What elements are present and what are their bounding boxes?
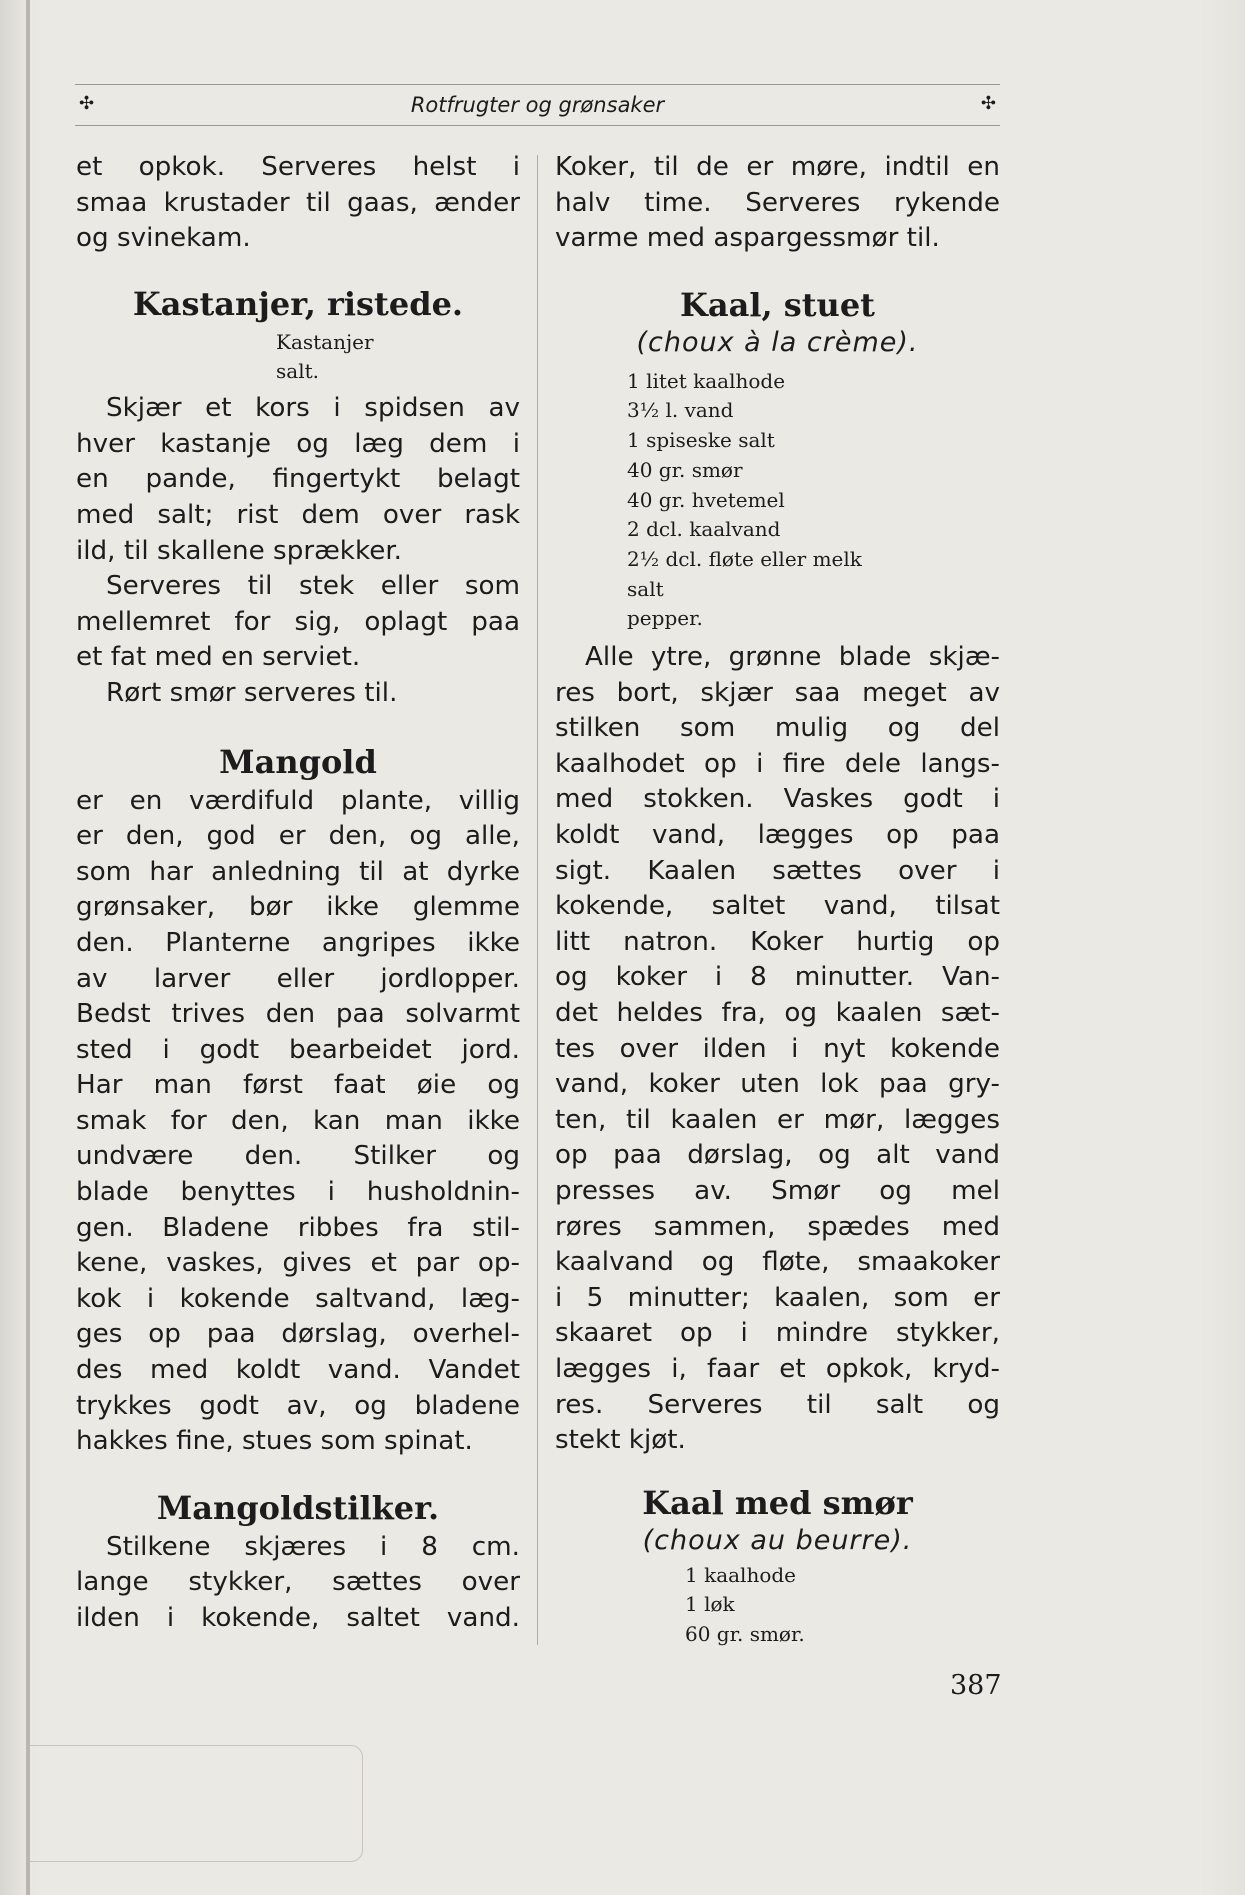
text-line: røres sammen, spædes med [555, 1211, 1000, 1242]
text-line: tes over ilden i nyt kokende [555, 1033, 1000, 1064]
book-spine [26, 0, 30, 1895]
text-line: Stilkene skjæres i 8 cm. [106, 1531, 520, 1562]
kastanjer-para-1 [76, 391, 520, 569]
ingredient-list [76, 328, 520, 387]
ingredient: salt. [276, 359, 319, 384]
text-line: ges op paa dørslag, overhel- [76, 1319, 520, 1350]
text-line: op paa dørslag, og alt vand [555, 1140, 1000, 1171]
kastanjer-para-3 [76, 676, 520, 712]
recipe-heading-mangoldstilker: Mangoldstilker. [156, 1488, 440, 1527]
text-line: presses av. Smør og mel [555, 1176, 1000, 1207]
ingredient: salt [627, 576, 664, 601]
recipe-subheading-kaal-med-smor: (choux au beurre). [642, 1524, 913, 1556]
text-line: og koker i 8 minutter. Van- [555, 962, 1000, 993]
ingredient: 40 gr. smør [627, 457, 743, 482]
kaal-stuet-text [555, 640, 1000, 1459]
ingredient-list [555, 1561, 1000, 1650]
text-line: gen. Bladene ribbes fra stil- [76, 1212, 520, 1243]
recipe-heading-mangold: Mangold [219, 742, 377, 781]
text-line: res. Serveres til salt og [555, 1389, 1000, 1420]
text-line: ilden i kokende, saltet vand. [76, 1603, 520, 1633]
column-divider [537, 155, 538, 1645]
page-edge-tab [30, 1745, 363, 1862]
kastanjer-para-2 [76, 569, 520, 676]
recipe-heading-kaal-stuet: Kaal, stuet [680, 285, 875, 324]
ornament-right-icon: ✣ [980, 93, 996, 114]
text-line: undvære den. Stilker og [76, 1141, 520, 1172]
ingredient: 1 løk [685, 1592, 735, 1617]
ingredient: 60 gr. smør. [685, 1622, 805, 1647]
text-line: trykkes godt av, og bladene [76, 1390, 520, 1421]
ingredient: 2½ dcl. fløte eller melk [627, 547, 862, 571]
text-line: i 5 minutter; kaalen, som er [555, 1282, 1000, 1313]
page-number: 387 [950, 1670, 1002, 1701]
text-line: et opkok. Serveres helst i [76, 152, 520, 182]
text-line: kene, vaskes, gives et par op- [76, 1248, 520, 1279]
ingredient: 1 spiseske salt [627, 428, 775, 453]
ingredient: 2 dcl. kaalvand [627, 517, 781, 542]
mangold-text [76, 784, 520, 1460]
text-line: Alle ytre, grønne blade skjæ- [585, 642, 1000, 673]
text-line: og svinekam. [76, 223, 251, 254]
left-column [76, 150, 520, 1637]
text-line: Rørt smør serveres til. [106, 677, 398, 708]
text-line: vand, koker uten lok paa gry- [555, 1069, 1000, 1100]
text-line: koldt vand, lægges op paa [555, 820, 1000, 851]
recipe-subheading-kaal-stuet: (choux à la crème). [636, 326, 919, 358]
text-line: stilken som mulig og del [555, 713, 1000, 744]
ingredient: 40 gr. hvetemel [627, 487, 785, 512]
text-line: halv time. Serveres rykende [555, 187, 1000, 218]
text-line: smaa krustader til gaas, ænder [76, 187, 520, 218]
text-line: Serveres til stek eller som [106, 571, 520, 602]
text-line: stekt kjøt. [555, 1425, 686, 1456]
text-line: av larver eller jordlopper. [76, 963, 520, 994]
text-line: lange stykker, sættes over [76, 1567, 520, 1598]
text-line: kaalvand og fløte, smaakoker [555, 1247, 1000, 1278]
right-column [555, 150, 1000, 1650]
text-line: grønsaker, bør ikke glemme [76, 892, 520, 923]
header-title: Rotfrugter og grønsaker [410, 93, 665, 117]
ingredient: 1 kaalhode [685, 1562, 797, 1587]
text-line: Koker, til de er møre, indtil en [555, 152, 1000, 182]
ingredient: 3½ l. vand [627, 398, 734, 423]
text-line: med stokken. Vaskes godt i [555, 784, 1000, 815]
text-line: ild, til skallene sprækker. [76, 535, 402, 566]
text-line: kokende, saltet vand, tilsat [555, 891, 1000, 922]
text-line: kok i kokende saltvand, læg- [76, 1283, 520, 1314]
text-line: mellemret for sig, oplagt paa [76, 606, 520, 637]
text-line: et fat med en serviet. [76, 642, 361, 673]
text-line: lægges i, faar et opkok, kryd- [555, 1353, 1000, 1384]
recipe-heading-kaal-med-smor: Kaal med smør [642, 1483, 913, 1522]
recipe-heading-kastanjer: Kastanjer, ristede. [132, 284, 464, 323]
text-line: er den, god er den, og alle, [76, 821, 520, 852]
left-intro [76, 150, 520, 257]
text-line: Bedst trives den paa solvarmt [76, 999, 520, 1030]
text-line: som har anledning til at dyrke [76, 856, 520, 887]
text-line: hver kastanje og læg dem i [76, 428, 520, 459]
text-line: kaalhodet op i fire dele langs- [555, 748, 1000, 779]
ingredient: pepper. [627, 606, 703, 631]
mangoldstilker-text [76, 1530, 520, 1637]
ingredient-list [555, 367, 1000, 634]
ingredient: Kastanjer [276, 329, 374, 354]
ornament-left-icon: ✣ [79, 93, 95, 114]
ingredient: 1 litet kaalhode [627, 368, 786, 393]
text-line: med salt; rist dem over rask [76, 499, 520, 530]
text-line: hakkes fine, stues som spinat. [76, 1426, 473, 1457]
text-line: det heldes fra, og kaalen sæt- [555, 998, 1000, 1029]
text-line: des med koldt vand. Vandet [76, 1355, 520, 1386]
text-line: sigt. Kaalen sættes over i [555, 855, 1000, 886]
text-line: er en værdifuld plante, villig [76, 785, 520, 816]
text-line: varme med aspargessmør til. [555, 223, 940, 254]
text-line: ten, til kaalen er mør, lægges [555, 1104, 1000, 1135]
text-line: Skjær et kors i spidsen av [106, 393, 520, 424]
text-line: en pande, fingertykt belagt [76, 464, 520, 495]
text-line: skaaret op i mindre stykker, [555, 1318, 1000, 1349]
text-line: litt natron. Koker hurtig op [555, 926, 1000, 957]
running-header [75, 84, 1000, 126]
text-line: res bort, skjær saa meget av [555, 677, 1000, 708]
text-line: sted i godt bearbeidet jord. [76, 1034, 520, 1065]
text-line: den. Planterne angripes ikke [76, 927, 520, 958]
text-line: smak for den, kan man ikke [76, 1105, 520, 1136]
right-intro [555, 150, 1000, 257]
text-line: blade benyttes i husholdnin- [76, 1177, 520, 1208]
text-line: Har man først faat øie og [76, 1070, 520, 1101]
